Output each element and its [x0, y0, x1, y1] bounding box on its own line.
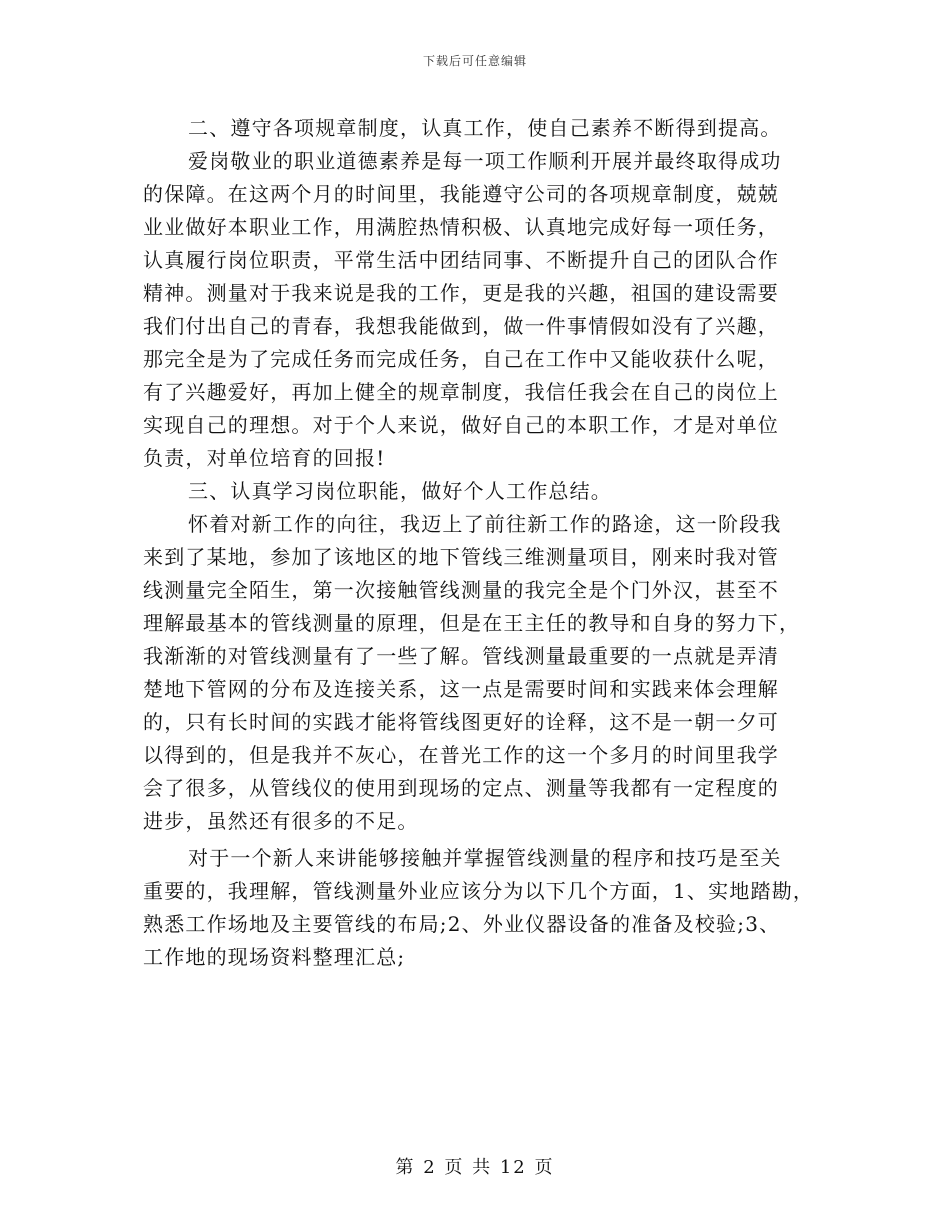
paragraph-line: 我们付出自己的青春，我想我能做到，做一件事情假如没有了兴趣，: [143, 314, 779, 338]
paragraph-pipeline-survey: [143, 508, 808, 838]
paragraph-line: 二、遵守各项规章制度，认真工作，使自己素养不断得到提高。: [188, 116, 782, 140]
paragraph-line: 以得到的，但是我并不灰心，在普光工作的这一个多月的时间里我学: [143, 743, 779, 767]
paragraph-line: 的，只有长时间的实践才能将管线图更好的诠释，这不是一朝一夕可: [143, 710, 779, 734]
paragraph-line: 进步，虽然还有很多的不足。: [143, 809, 419, 833]
paragraph-line: 那完全是为了完成任务而完成任务，自己在工作中又能收获什么呢，: [143, 347, 779, 371]
paragraph-line: 楚地下管网的分布及连接关系，这一点是需要时间和实践来体会理解: [143, 677, 779, 701]
paragraph-line: 工作地的现场资料整理汇总;: [143, 945, 406, 969]
section-heading-3: [143, 475, 808, 508]
paragraph-line: 对于一个新人来讲能够接触并掌握管线测量的程序和技巧是至关: [188, 846, 782, 870]
page-header-note: 下载后可任意编辑: [422, 54, 527, 68]
paragraph-line: 会了很多，从管线仪的使用到现场的定点、测量等我都有一定程度的: [143, 776, 779, 800]
paragraph-line: 爱岗敬业的职业道德素养是每一项工作顺利开展并最终取得成功: [188, 149, 782, 173]
paragraph-line: 有了兴趣爱好，再加上健全的规章制度，我信任我会在自己的岗位上: [143, 380, 779, 404]
paragraph-line: 怀着对新工作的向往，我迈上了前往新工作的路途，这一阶段我: [188, 512, 782, 536]
paragraph-line: 精神。测量对于我来说是我的工作，更是我的兴趣，祖国的建设需要: [143, 281, 779, 305]
paragraph-line: 三、认真学习岗位职能，做好个人工作总结。: [188, 479, 612, 503]
document-body: [143, 112, 815, 974]
paragraph-fieldwork-steps: [143, 842, 815, 974]
paragraph-line: 我渐渐的对管线测量有了一些了解。管线测量最重要的一点就是弄清: [143, 644, 779, 668]
paragraph-line: 线测量完全陌生，第一次接触管线测量的我完全是个门外汉，甚至不: [143, 578, 779, 602]
paragraph-line: 业业做好本职业工作，用满腔热情积极、认真地完成好每一项任务，: [143, 215, 779, 239]
paragraph-line: 重要的，我理解，管线测量外业应该分为以下几个方面，1、实地踏勘，: [143, 879, 815, 903]
paragraph-line: 理解最基本的管线测量的原理，但是在王主任的教导和自身的努力下，: [143, 611, 801, 635]
paragraph-line: 负责，对单位培育的回报!: [143, 446, 386, 470]
paragraph-professional-ethics: [143, 145, 808, 475]
paragraph-line: 来到了某地，参加了该地区的地下管线三维测量项目，刚来时我对管: [143, 545, 779, 569]
paragraph-line: 认真履行岗位职责，平常生活中团结同事、不断提升自己的团队合作: [143, 248, 779, 272]
paragraph-line: 的保障。在这两个月的时间里，我能遵守公司的各项规章制度，兢兢: [143, 182, 779, 206]
paragraph-line: 熟悉工作场地及主要管线的布局;2、外业仪器设备的准备及校验;3、: [143, 912, 781, 936]
paragraph-line: 实现自己的理想。对于个人来说，做好自己的本职工作，才是对单位: [143, 413, 779, 437]
section-heading-2: [143, 112, 808, 145]
page-number: 第 2 页 共 12 页: [395, 1157, 555, 1178]
